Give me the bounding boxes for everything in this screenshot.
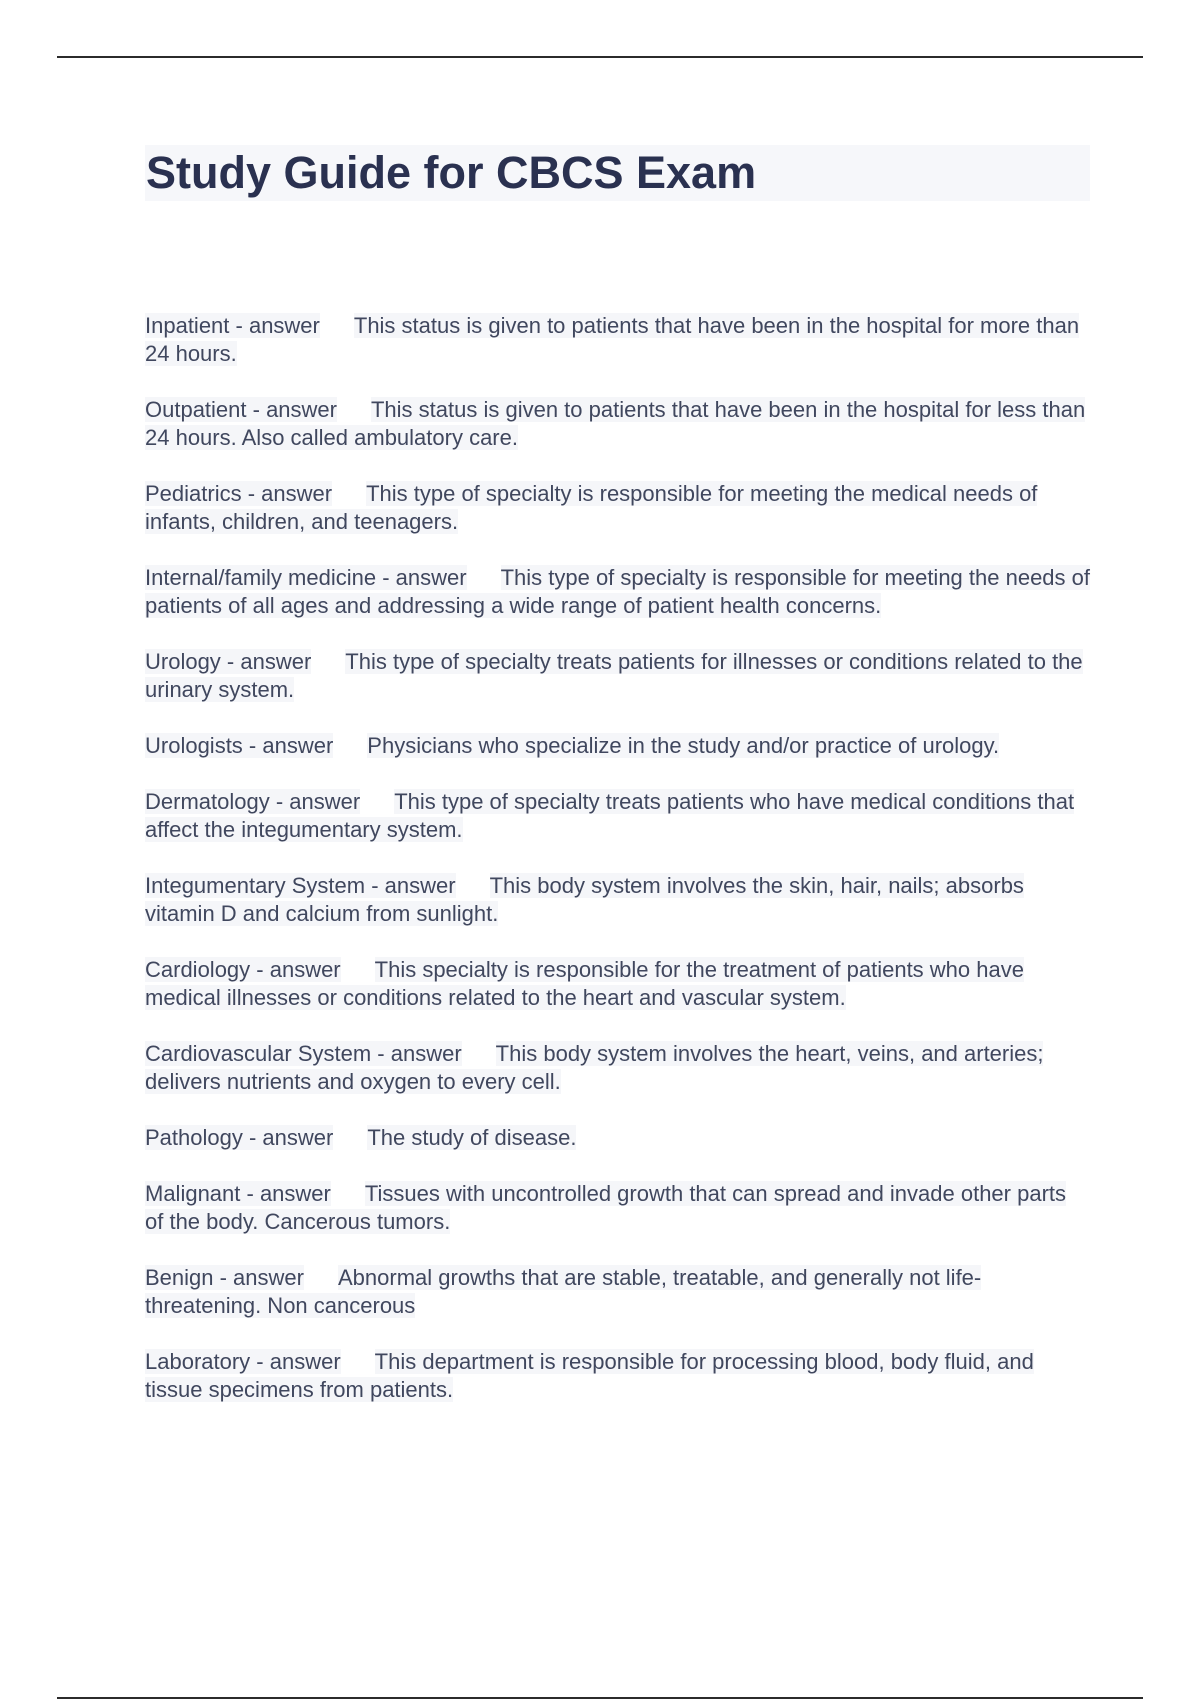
entry [145, 732, 1090, 760]
entry-term: Benign - answer [145, 1265, 304, 1290]
entry [145, 1264, 1090, 1320]
entry [145, 1124, 1090, 1152]
entry-term: Malignant - answer [145, 1181, 331, 1206]
entry [145, 312, 1090, 368]
entry-definition: This type of specialty treats patients for illnesses or conditions related to the urinary system. [145, 649, 1083, 702]
entry-definition: This department is responsible for processing blood, body fluid, and tissue specimens from patients. [145, 1349, 1034, 1402]
entry-definition: This body system involves the skin, hair, nails; absorbs vitamin D and calcium from sunlight. [145, 873, 1024, 926]
entry-term: Inpatient - answer [145, 313, 320, 338]
entry [145, 788, 1090, 844]
entry-definition: This body system involves the heart, veins, and arteries; delivers nutrients and oxygen to every cell. [145, 1041, 1044, 1094]
entry-definition: This status is given to patients that have been in the hospital for more than 24 hours. [145, 313, 1080, 366]
entry-definition: This type of specialty is responsible for meeting the medical needs of infants, children, and teenagers. [145, 481, 1038, 534]
document-body [145, 145, 1090, 1432]
entry-term: Outpatient - answer [145, 397, 337, 422]
entry-term: Cardiovascular System - answer [145, 1041, 462, 1066]
entry-definition: This status is given to patients that have been in the hospital for less than 24 hours. Also called ambulatory care. [145, 397, 1086, 450]
entry-list [145, 312, 1090, 1404]
entry-definition: The study of disease. [367, 1125, 577, 1150]
entry-term: Urology - answer [145, 649, 312, 674]
entry-definition: This type of specialty is responsible for meeting the needs of patients of all ages and addressing a wide range of patient health concerns. [145, 565, 1091, 618]
entry [145, 1348, 1090, 1404]
entry [145, 396, 1090, 452]
entry-definition: Physicians who specialize in the study and/or practice of urology. [367, 733, 1000, 758]
page-top-rule [57, 56, 1143, 58]
entry-term: Pathology - answer [145, 1125, 334, 1150]
entry [145, 1040, 1090, 1096]
entry-term: Urologists - answer [145, 733, 334, 758]
page-bottom-rule [57, 1697, 1143, 1699]
entry [145, 872, 1090, 928]
entry [145, 1180, 1090, 1236]
entry-term: Dermatology - answer [145, 789, 361, 814]
entry-term: Internal/family medicine - answer [145, 565, 467, 590]
entry-definition: This type of specialty treats patients who have medical conditions that affect the integumentary system. [145, 789, 1075, 842]
entry-definition: This specialty is responsible for the treatment of patients who have medical illnesses or conditions related to the heart and vascular system. [145, 957, 1024, 1010]
entry [145, 648, 1090, 704]
entry [145, 480, 1090, 536]
entry-term: Integumentary System - answer [145, 873, 456, 898]
document-title: Study Guide for CBCS Exam [145, 145, 1090, 201]
entry-term: Pediatrics - answer [145, 481, 333, 506]
entry-definition: Abnormal growths that are stable, treatable, and generally not life-threatening. Non cancerous [145, 1265, 982, 1318]
entry [145, 564, 1090, 620]
entry [145, 956, 1090, 1012]
entry-term: Cardiology - answer [145, 957, 341, 982]
entry-definition: Tissues with uncontrolled growth that can spread and invade other parts of the body. Cancerous tumors. [145, 1181, 1067, 1234]
entry-term: Laboratory - answer [145, 1349, 341, 1374]
